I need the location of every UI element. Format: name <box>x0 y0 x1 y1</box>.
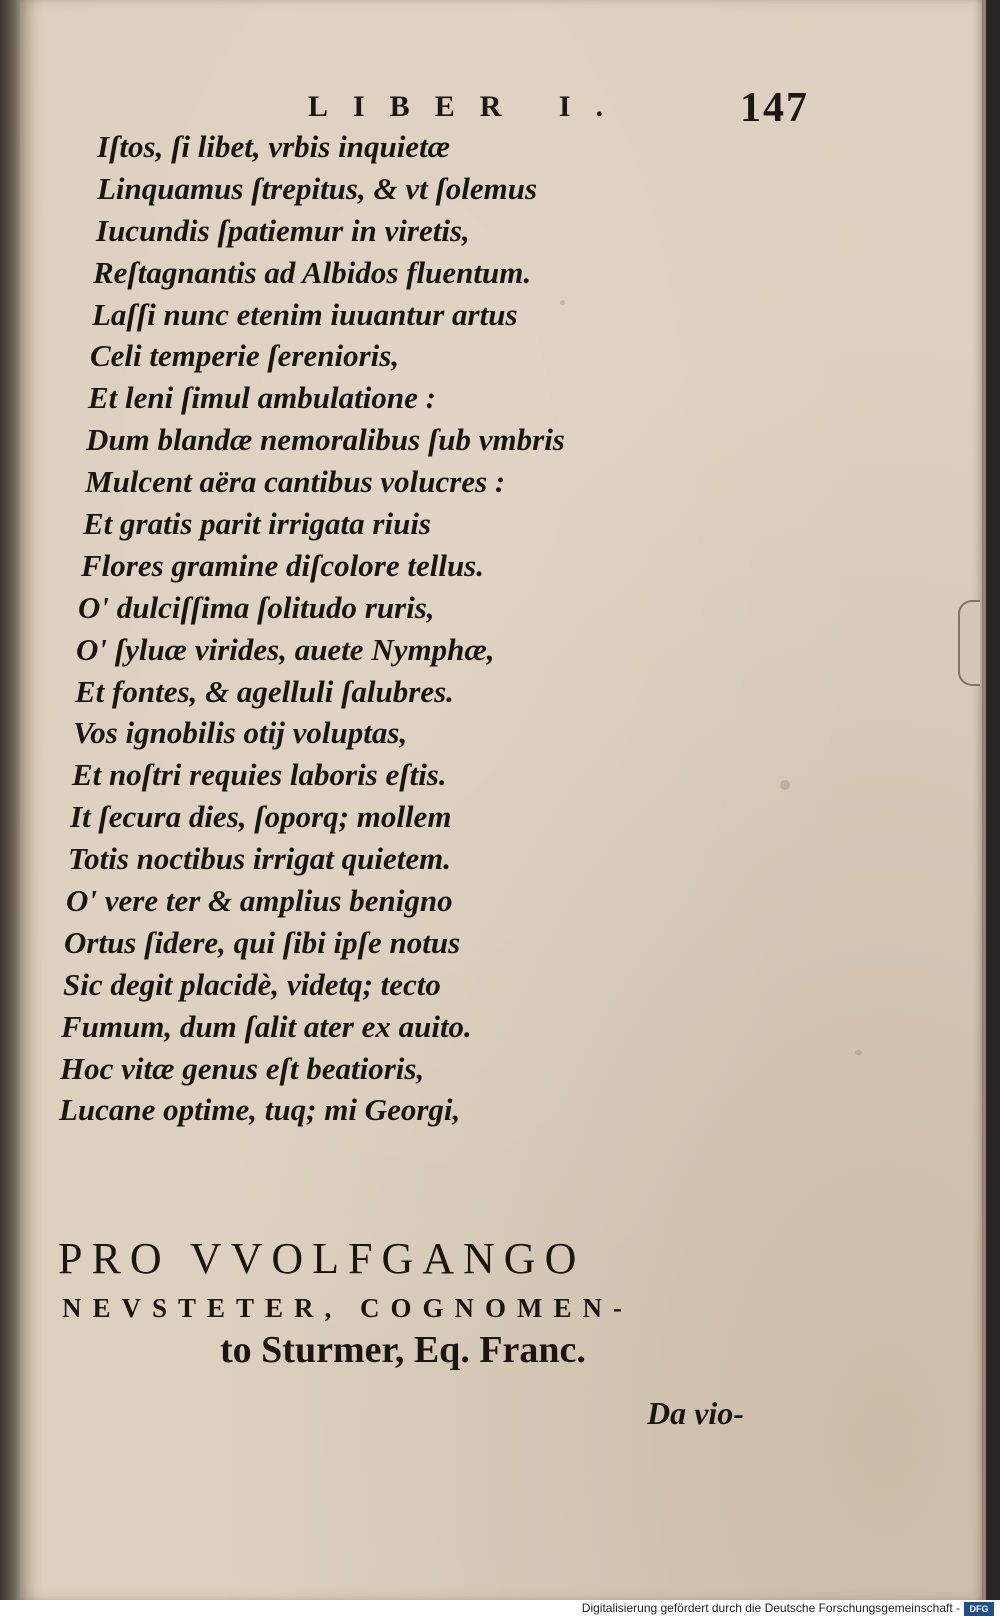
digitization-footer <box>0 1600 1000 1619</box>
verse-line: O' ſyluæ virides, auete Nymphæ, <box>76 631 495 667</box>
dfg-logo: DFG <box>964 1602 994 1616</box>
verse-line: Et fontes, & agelluli ſalubres. <box>75 673 454 709</box>
verse-line: Iucundis ſpatiemur in viretis, <box>96 212 470 248</box>
verse-line: Reſtagnantis ad Albidos fluentum. <box>93 254 532 290</box>
verse-line: Et gratis parit irrigata riuis <box>83 506 431 542</box>
verse-line: Totis noctibus irrigat quietem. <box>68 841 451 877</box>
verse-line: Linquamus ſtrepitus, & vt ſolemus <box>97 170 538 206</box>
verse-line: Iſtos, ſi libet, vrbis inquietæ <box>97 129 451 164</box>
verse-line: Mulcent aëra cantibus volucres : <box>85 464 506 500</box>
verse-line: O' vere ter & amplius benigno <box>66 883 453 919</box>
verse-line: Laſſi nunc etenim iuuantur artus <box>92 296 518 332</box>
poem-heading-line-1: PRO VVOLFGANGO <box>58 1234 586 1283</box>
verse-line: Et noſtri requies laboris eſtis. <box>72 757 447 793</box>
verse-line: Sic degit placidè, videtq; tecto <box>63 966 441 1002</box>
verse-line: Celi temperie ſerenioris, <box>90 338 400 374</box>
verse-line: O' dulciſſima ſolitudo ruris, <box>78 589 435 625</box>
poem-heading-line-3: to Sturmer, Eq. Franc. <box>220 1329 586 1371</box>
verse-line: Vos ignobilis otij voluptas, <box>73 715 408 751</box>
verse-block <box>20 126 982 1131</box>
poem-heading-line-2: NEVSTETER, COGNOMEN- <box>62 1293 634 1323</box>
verse-line: It ſecura dies, ſoporq; mollem <box>70 799 452 835</box>
verse-line: Et leni ſimul ambulatione : <box>88 380 436 416</box>
verse-line: Flores gramine diſcolore tellus. <box>81 547 484 583</box>
funding-credit: Digitalisierung gefördert durch die Deutsche Forschungsgemeinschaft - <box>581 1601 960 1615</box>
verse-line: Hoc vitæ genus eſt beatioris, <box>60 1050 425 1086</box>
verse-line: Fumum, dum ſalit ater ex auito. <box>61 1008 472 1044</box>
catchword: Da vio- <box>647 1395 744 1431</box>
verse-line: Ortus ſidere, qui ſibi ipſe notus <box>64 924 461 960</box>
page-number: 147 <box>740 85 809 131</box>
verse-line: Lucane optime, tuq; mi Georgi, <box>59 1092 461 1128</box>
running-head: LIBER I. <box>308 90 629 123</box>
book-page <box>20 0 986 1600</box>
verse-line: Dum blandæ nemoralibus ſub vmbris <box>86 422 565 458</box>
